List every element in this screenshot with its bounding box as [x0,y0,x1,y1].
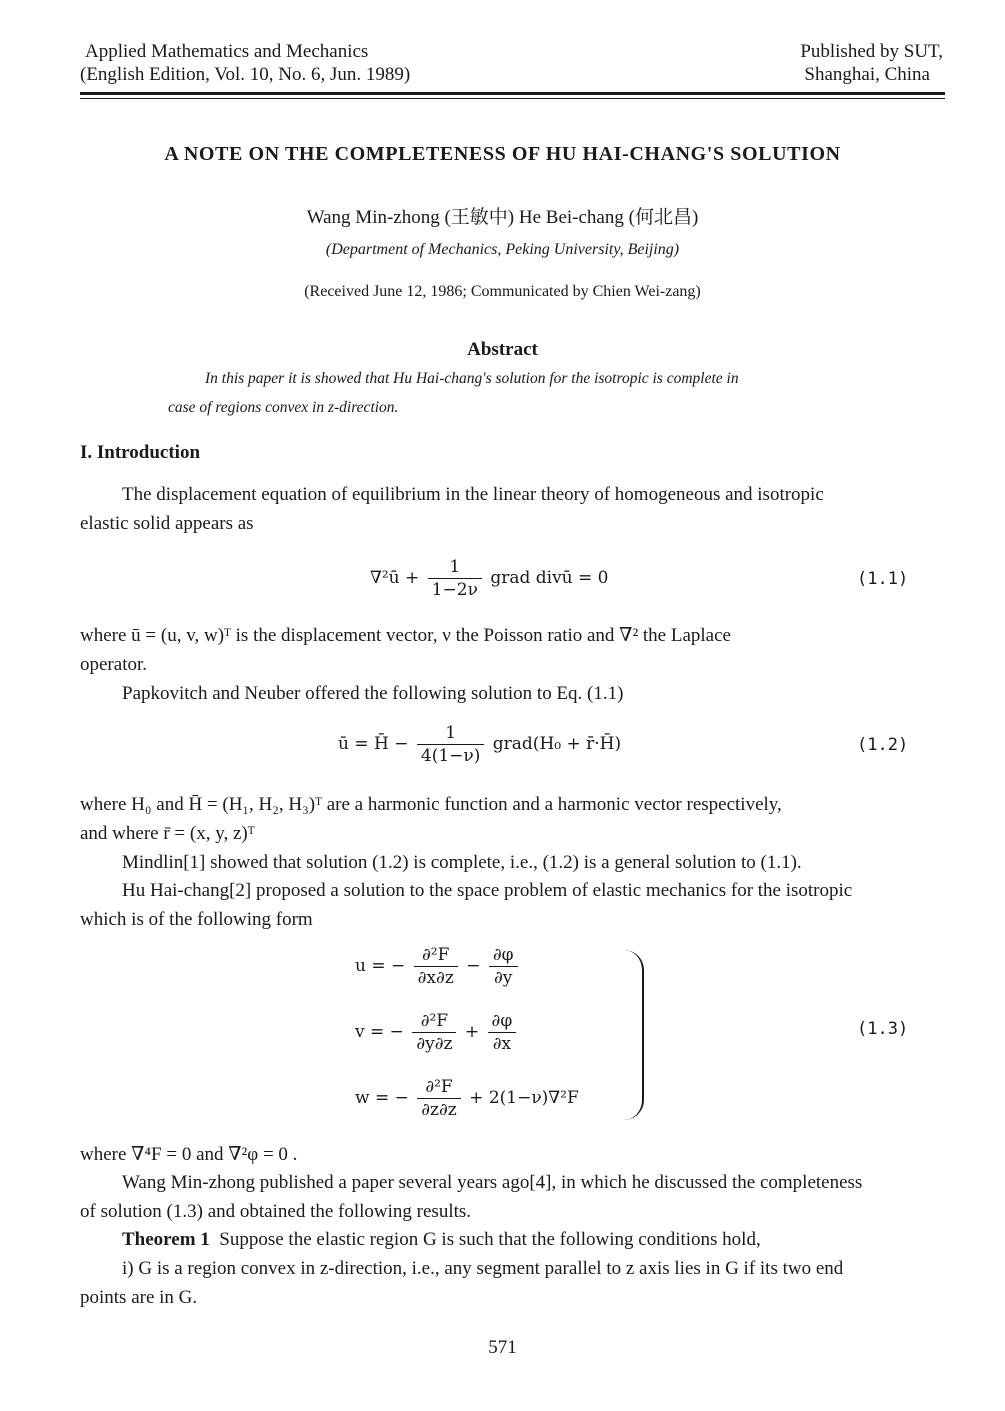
page-number: 571 [488,1337,517,1358]
equation-1-2-label: (1.2) [857,735,909,755]
eq13-u-frac-2 [489,944,518,989]
paragraph-5-line-1: Wang Min-zhong published a paper several years ago[4], in which he discussed the completeness [122,1172,863,1193]
paragraph-5-line-2: of solution (1.3) and obtained the following results. [80,1201,472,1222]
eq11-fraction [428,556,482,601]
eq13-w-rest: + 2(1−ν)∇²F [469,1088,579,1108]
equation-1-3-brace [618,950,644,1120]
equation-1-3-w [355,1076,579,1124]
eq12-rhs: grad(H₀ + r̄·H̄) [492,734,622,754]
eq12-denominator: 4(1−ν) [420,746,481,766]
eq13-w-lhs: w = − [355,1088,409,1108]
eq13-v-frac-1 [412,1010,456,1055]
eq13-v-den-1: ∂y∂z [416,1034,453,1054]
received-note: (Received June 12, 1986; Communicated by Chien Wei-zang) [304,283,701,300]
where-1-line-1: where ū = (u, v, w)ᵀ is the displacement vector, ν the Poisson ratio and ∇² the Laplace [80,625,731,646]
where-2-line-2: and where r̄ = (x, y, z)ᵀ [80,823,255,844]
equation-1-1-label: (1.1) [857,569,909,589]
paragraph-3: Mindlin[1] showed that solution (1.2) is complete, i.e., (1.2) is a general solution to (1.1). [122,852,802,873]
theorem-1 [122,1226,761,1254]
journal-edition: (English Edition, Vol. 10, No. 6, Jun. 1989) [80,64,411,85]
eq11-numerator: 1 [428,556,482,579]
equation-1-3-v [355,1010,519,1058]
paragraph-1-line-2: elastic solid appears as [80,513,254,534]
section-heading: I. Introduction [80,442,201,463]
eq13-v-num-1: ∂²F [412,1010,456,1033]
theorem-label: Theorem 1 [122,1229,210,1250]
paragraph-4-line-1: Hu Hai-chang[2] proposed a solution to the space problem of elastic mechanics for the isotropic [122,880,853,901]
eq13-v-den-2: ∂x [492,1034,512,1054]
affiliation: (Department of Mechanics, Peking University, Beijing) [325,241,680,258]
authors: Wang Min-zhong (王敏中) He Bei-chang (何北昌) [306,207,699,228]
eq11-lhs: ∇²ū + [370,568,420,588]
publisher: Published by SUT, [800,41,943,62]
eq13-u-frac-1 [414,944,458,989]
where-2-line-1: where H₀ and H̄ = (H₁, H₂, H₃)ᵀ are a harmonic function and a harmonic vector respectively, [80,794,782,815]
eq13-u-op: − [466,956,481,976]
eq12-fraction [417,722,484,767]
eq13-v-num-2: ∂φ [488,1010,517,1033]
paper-title: A NOTE ON THE COMPLETENESS OF HU HAI-CHANG'S SOLUTION [164,143,841,165]
eq13-v-op: + [464,1022,480,1042]
eq11-denominator: 1−2ν [431,580,478,600]
header-rule-thick [80,92,945,95]
where-1-line-2: operator. [80,654,148,675]
eq13-v-frac-2 [488,1010,517,1055]
eq13-w-num: ∂²F [417,1076,461,1099]
paragraph-2: Papkovitch and Neuber offered the following solution to Eq. (1.1) [122,683,624,704]
paragraph-4-line-2: which is of the following form [80,909,313,930]
eq13-v-lhs: v = − [355,1022,404,1042]
equation-1-2 [338,722,621,770]
condition-i-line-1: i) G is a region convex in z-direction, i.e., any segment parallel to z axis lies in G if its two end [122,1258,844,1279]
eq13-u-den-1: ∂x∂z [417,968,454,988]
eq13-u-num-2: ∂φ [489,944,518,967]
eq13-u-lhs: u = − [355,956,406,976]
condition-i-line-2: points are in G. [80,1287,198,1308]
eq13-u-den-2: ∂y [493,968,513,988]
theorem-text: Suppose the elastic region G is such that the following conditions hold, [219,1229,761,1250]
equation-1-1 [370,556,609,604]
eq13-w-frac [417,1076,461,1121]
header-rule-thin [80,98,945,99]
eq13-u-num-1: ∂²F [414,944,458,967]
publisher-location: Shanghai, China [804,64,930,85]
paragraph-1-line-1: The displacement equation of equilibrium in the linear theory of homogeneous and isotropic [122,484,824,505]
abstract-line-1: In this paper it is showed that Hu Hai-chang's solution for the isotropic is complete in [205,370,739,387]
eq12-lhs: ū = H̄ − [338,734,409,754]
abstract-line-2: case of regions convex in z-direction. [168,399,399,416]
eq13-w-den: ∂z∂z [421,1100,457,1120]
equation-1-3-label: (1.3) [857,1019,909,1039]
where-3: where ∇⁴F = 0 and ∇²φ = 0 . [80,1144,298,1165]
eq11-rhs: grad divū = 0 [490,568,609,588]
journal-name: Applied Mathematics and Mechanics [85,41,369,62]
equation-1-3-u [355,944,521,992]
abstract-heading: Abstract [467,339,538,360]
eq12-numerator: 1 [417,722,484,745]
